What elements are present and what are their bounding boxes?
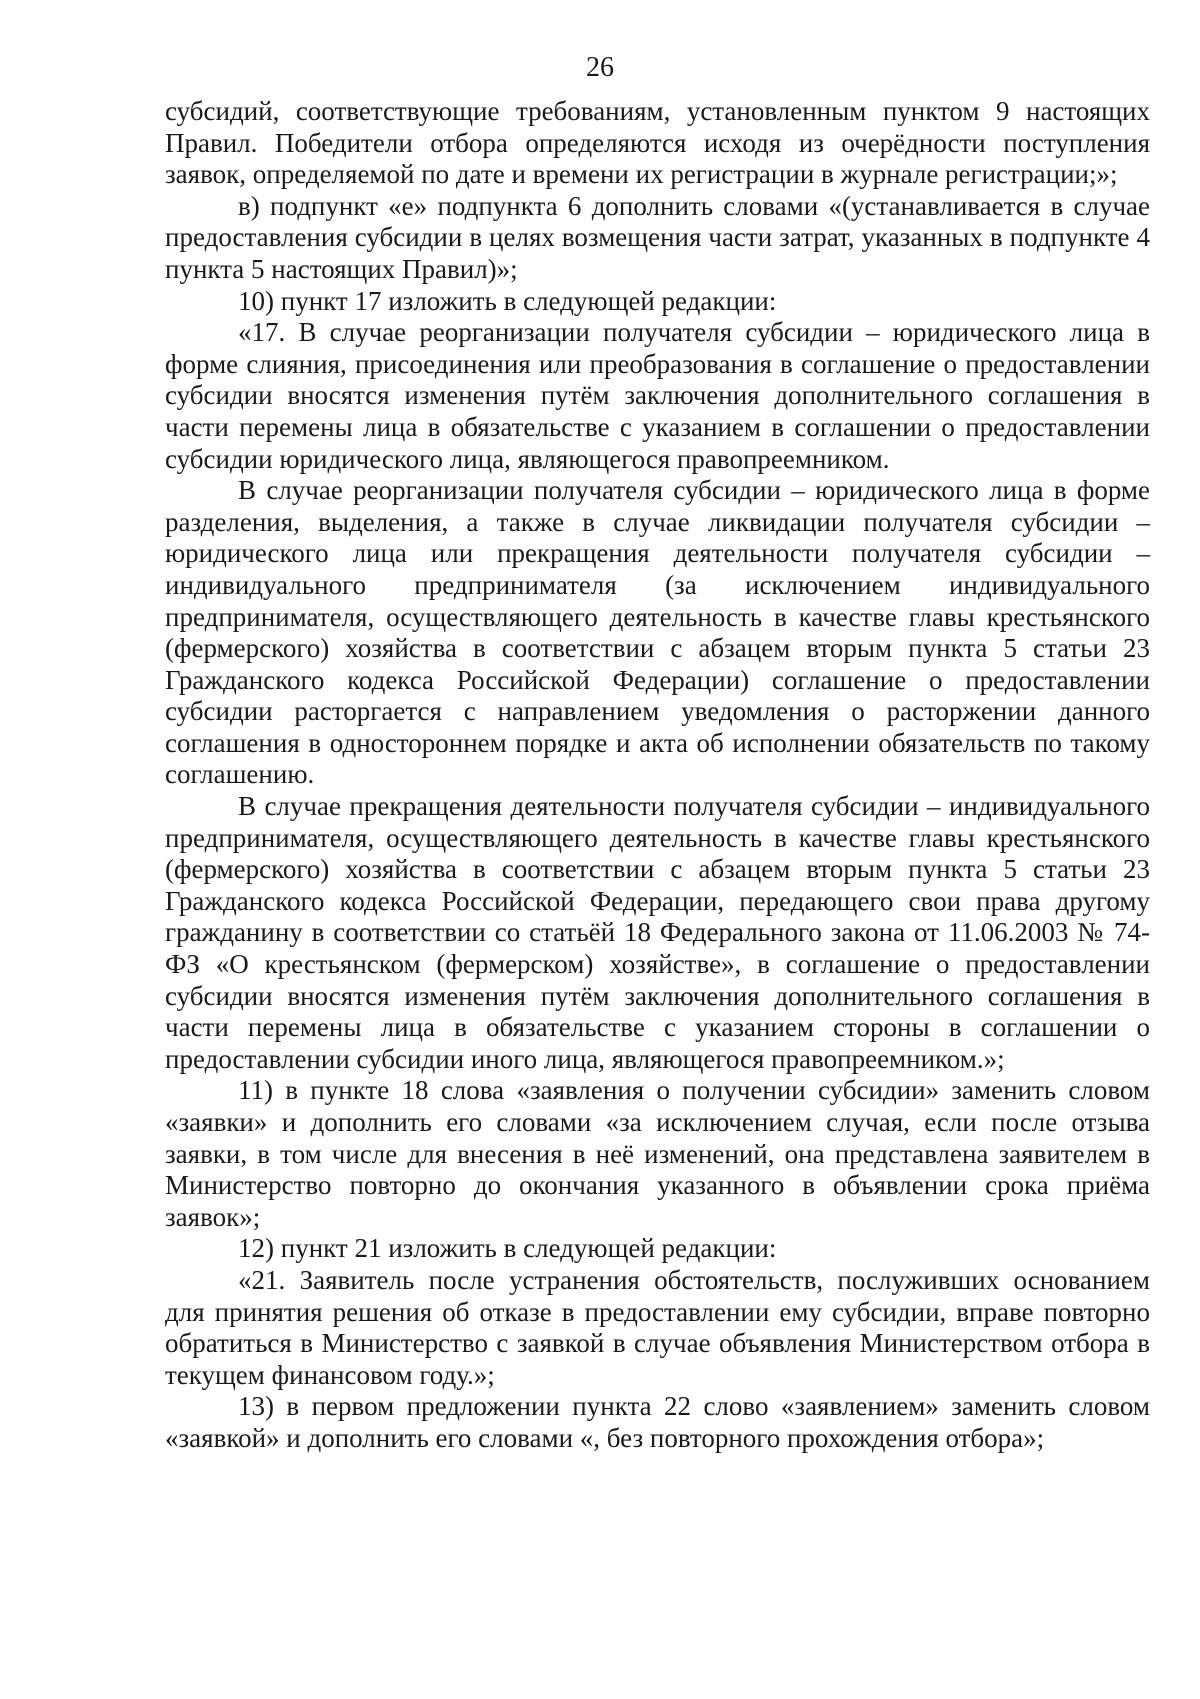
paragraph-item-v: в) подпункт «е» подпункта 6 дополнить словами «(устанавливается в случае предоставления субсидии в целях возмещения части затрат, указанных в подпункте 4 пункта 5 настоящих Правил)»;: [165, 190, 1150, 284]
paragraph-item-10: 10) пункт 17 изложить в следующей редакции:: [238, 285, 777, 316]
paragraph-item-12: 12) пункт 21 изложить в следующей редакции:: [238, 1233, 777, 1264]
document-body: [165, 96, 1150, 1455]
paragraph-clause-17: «17. В случае реорганизации получателя субсидии – юридического лица в форме слияния, присоединения или преобразования в соглашение о предоставлении субсидии вносятся изменения путём заключения дополнительного соглашения в части перемены лица в обязательстве с указанием в соглашении о предоставлении субсидии юридического лица, являющегося правопреемником.: [165, 317, 1150, 474]
paragraph-reorganization-division: В случае реорганизации получателя субсидии – юридического лица в форме разделения, выделения, а также в случае ликвидации получателя субсидии – юридического лица или прекращения деятельности получателя субсидии – индивидуального предпринимателя (за исключением индивидуального предпринимателя, осуществляющего деятельность в качестве главы крестьянского (фермерского) хозяйства в соответствии с абзацем вторым пункта 5 статьи 23 Гражданского кодекса Российской Федерации) соглашение о предоставлении субсидии расторгается с направлением уведомления о расторжении данного соглашения в одностороннем порядке и акта об исполнении обязательств по такому соглашению.: [165, 475, 1150, 790]
paragraph-item-13: 13) в первом предложении пункта 22 слово «заявлением» заменить словом «заявкой» и дополнить его словами «, без повторного прохождения отбора»;: [165, 1391, 1150, 1453]
page-number: 26: [586, 52, 614, 83]
paragraph-item-11: 11) в пункте 18 слова «заявления о получении субсидии» заменить словом «заявки» и дополнить его словами «за исключением случая, если после отзыва заявки, в том числе для внесения в неё изменений, она представлена заявителем в Министерство повторно до окончания указанного в объявлении срока приёма заявок»;: [165, 1075, 1150, 1232]
paragraph-termination-entrepreneur: В случае прекращения деятельности получателя субсидии – индивидуального предпринимателя, осуществляющего деятельность в качестве главы крестьянского (фермерского) хозяйства в соответствии с абзацем вторым пункта 5 статьи 23 Гражданского кодекса Российской Федерации, передающего свои права другому гражданину в соответствии со статьёй 18 Федерального закона от 11.06.2003 № 74-ФЗ «О крестьянском (фермерском) хозяйстве», в соглашение о предоставлении субсидии вносятся изменения путём заключения дополнительного соглашения в части перемены лица в обязательстве с указанием стороны в соглашении о предоставлении субсидии иного лица, являющегося правопреемником.»;: [165, 791, 1150, 1074]
paragraph-continuation: субсидий, соответствующие требованиям, установленным пунктом 9 настоящих Правил. Победители отбора определяются исходя из очерёдности поступления заявок, определяемой по дате и времени их регистрации в журнале регистрации;»;: [165, 96, 1150, 190]
paragraph-clause-21: «21. Заявитель после устранения обстоятельств, послуживших основанием для принятия решения об отказе в предоставлении ему субсидии, вправе повторно обратиться в Министерство с заявкой в случае объявления Министерством отбора в текущем финансовом году.»;: [165, 1264, 1150, 1390]
